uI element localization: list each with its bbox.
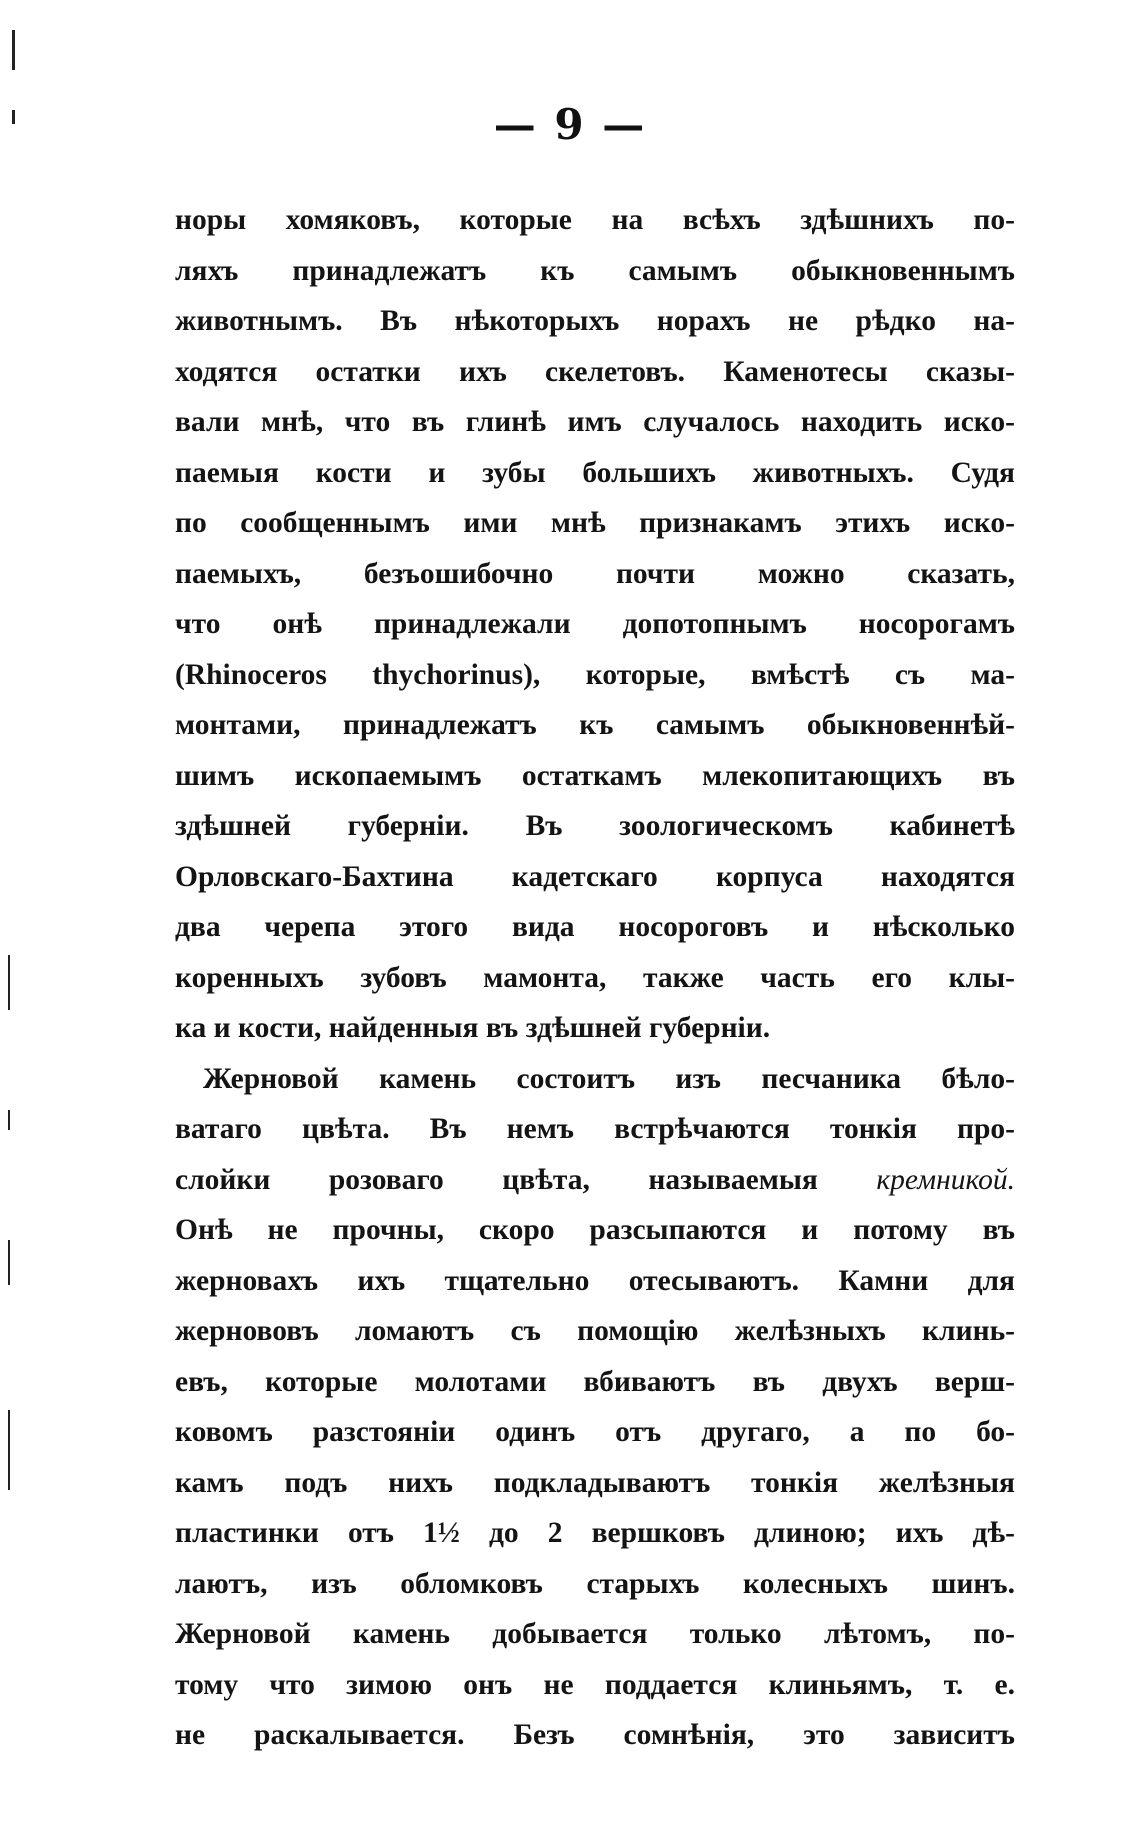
margin-scan-mark: [12, 30, 15, 70]
text-line: евъ, которые молотами вбиваютъ въ двухъ верш-: [175, 1365, 1015, 1398]
text-line: паемыхъ, безъошибочно почти можно сказать,: [175, 557, 1015, 590]
text-line: паемыя кости и зубы большихъ животныхъ. Судя: [175, 456, 1015, 489]
margin-scan-mark: [8, 1410, 10, 1490]
text-line: что онѣ принадлежали допотопнымъ носорогамъ: [175, 608, 1015, 640]
text-line: ляхъ принадлежатъ къ самымъ обыкновеннымъ: [175, 254, 1015, 287]
text-line: Жерновой камень состоитъ изъ песчаника бѣло-: [203, 1062, 1015, 1095]
text-line: коренныхъ зубовъ мамонта, также часть его клы-: [175, 961, 1015, 994]
text-line: по сообщеннымъ ими мнѣ признакамъ этихъ иско-: [175, 507, 1015, 539]
text-line: монтами, принадлежатъ къ самымъ обыкновеннѣй-: [175, 709, 1015, 741]
text-line: Орловскаго-Бахтина кадетскаго корпуса находятся: [175, 860, 1015, 893]
text-line: ковомъ разстояніи одинъ отъ другаго, а по бо-: [175, 1416, 1015, 1448]
text-line: шимъ ископаемымъ остаткамъ млекопитающихъ въ: [175, 759, 1015, 792]
text-line: животнымъ. Въ нѣкоторыхъ норахъ не рѣдко на-: [175, 305, 1015, 337]
margin-scan-mark: [8, 1110, 10, 1130]
text-line: камъ подъ нихъ подкладываютъ тонкія желѣзныя: [175, 1466, 1015, 1499]
text-line: норы хомяковъ, которые на всѣхъ здѣшнихъ по-: [175, 204, 1015, 236]
text-line: Жерновой камень добывается только лѣтомъ, по-: [175, 1618, 1015, 1650]
text-line: слойки розоваго цвѣта, называемыя кремникой.: [175, 1163, 1015, 1196]
text-line: жернововъ ломаютъ съ помощію желѣзныхъ клинь-: [175, 1315, 1015, 1347]
text-line: два черепа этого вида носороговъ и нѣсколько: [175, 911, 1015, 943]
text-line: жерновахъ ихъ тщательно отесываютъ. Камни для: [175, 1264, 1015, 1297]
text-line: не раскалывается. Безъ сомнѣнія, это зависитъ: [175, 1719, 1015, 1751]
text-line: тому что зимою онъ не поддается клиньямъ, т. е.: [175, 1668, 1015, 1701]
paragraph-2: [175, 1054, 1015, 1761]
text-line: Онѣ не прочны, скоро разсыпаются и потому въ: [175, 1214, 1015, 1246]
text-line: ка и кости, найденныя въ здѣшней губерніи.: [175, 1012, 771, 1044]
text-line: здѣшней губерніи. Въ зоологическомъ кабинетѣ: [175, 810, 1015, 842]
text-line: ходятся остатки ихъ скелетовъ. Каменотесы сказы-: [175, 355, 1015, 388]
text-line: вали мнѣ, что въ глинѣ имъ случалось находить иско-: [175, 406, 1015, 438]
margin-scan-mark: [8, 955, 10, 1010]
paragraph-1: [175, 195, 1015, 1054]
text-line: (Rhinoceros thychorinus), которые, вмѣстѣ съ ма-: [175, 658, 1015, 691]
body-text: [175, 195, 1015, 1761]
text-line: пластинки отъ 1½ до 2 вершковъ длиною; ихъ дѣ-: [175, 1517, 1015, 1549]
margin-scan-mark: [8, 1240, 10, 1285]
text-line: лаютъ, изъ обломковъ старыхъ колесныхъ шинъ.: [175, 1567, 1015, 1600]
text-line: ватаго цвѣта. Въ немъ встрѣчаются тонкія про-: [175, 1113, 1015, 1145]
page-number: — 9 —: [493, 100, 647, 149]
